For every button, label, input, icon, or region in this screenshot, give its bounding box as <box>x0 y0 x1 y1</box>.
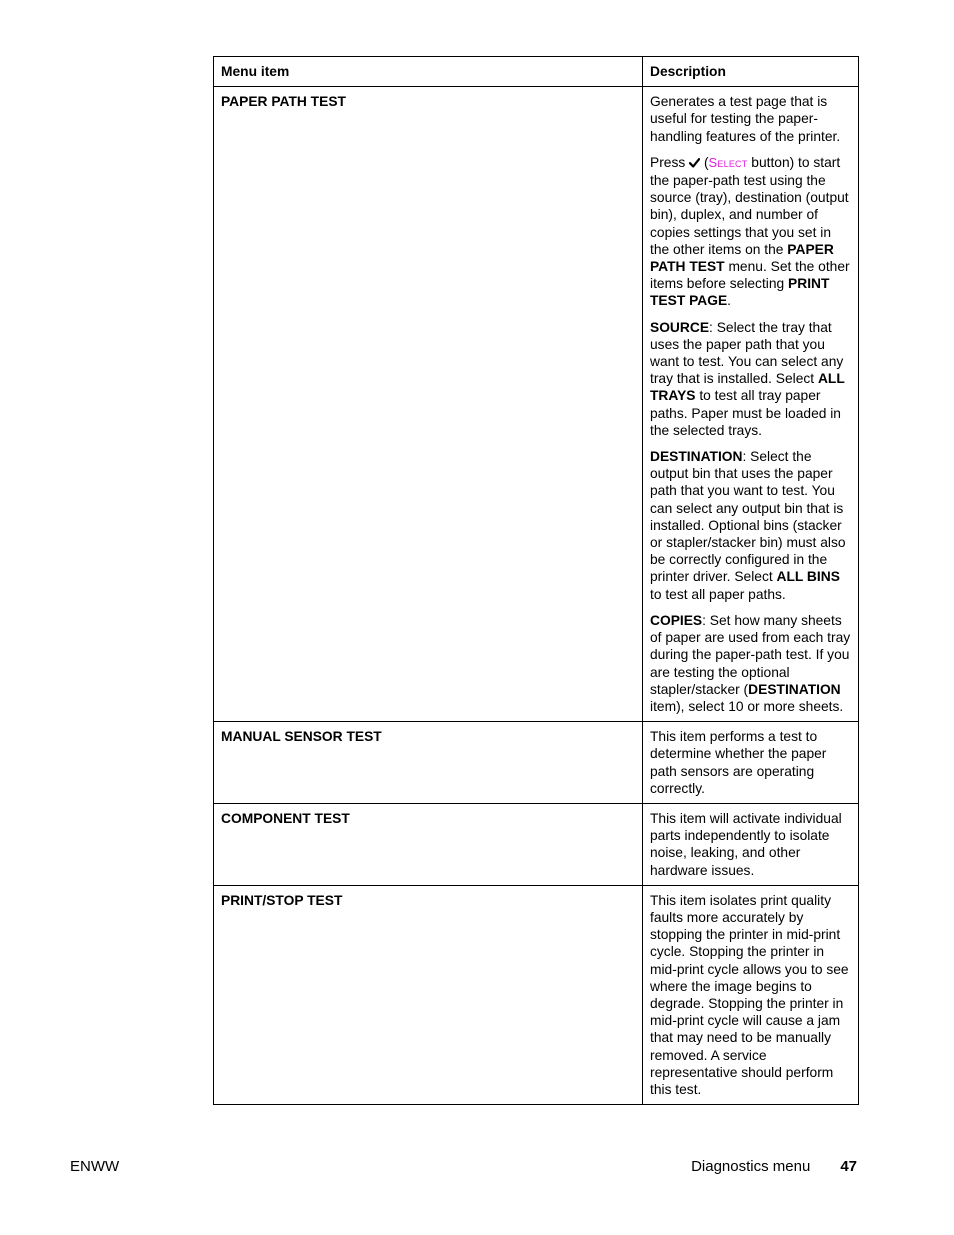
page-number: 47 <box>840 1158 857 1175</box>
menu-item-description: This item performs a test to determine whether the paper path sensors are operating correctly. <box>643 722 859 804</box>
diagnostics-menu-table <box>213 56 859 1105</box>
menu-item-description: This item isolates print quality faults more accurately by stopping the printer in mid-print cycle. Stopping the printer in mid-print cycle allows you to see where the image begins to degrade. Stopping the printer in mid-print cycle will cause a jam that may need to be manually removed. A service representative should perform this test. <box>643 885 859 1104</box>
description-paragraph: DESTINATION: Select the output bin that uses the paper path that you want to test. You can select any output bin that is installed. Optional bins (stacker or stapler/stacker bin) must also be correctly configured in the printer driver. Select ALL BINS to test all paper paths. <box>650 449 846 602</box>
footer-publication-code: ENWW <box>70 1158 120 1175</box>
menu-item-name: PRINT/STOP TEST <box>214 885 643 1104</box>
table-row <box>214 722 859 804</box>
footer-section-title: Diagnostics menu <box>691 1158 811 1175</box>
table-row <box>214 803 859 885</box>
menu-item-name: MANUAL SENSOR TEST <box>214 722 643 804</box>
description-paragraph: COPIES: Set how many sheets of paper are used from each tray during the paper-path test. If you are testing the optional stapler/stacker (DESTINATION item), select 10 or more sheets. <box>650 612 851 714</box>
select-button-label: Select <box>708 154 748 170</box>
menu-item-description: This item will activate individual parts independently to isolate noise, leaking, and other hardware issues. <box>643 803 859 885</box>
menu-item-name: COMPONENT TEST <box>214 803 643 885</box>
header-description: Description <box>643 57 859 87</box>
table-header-row <box>214 57 859 87</box>
table-row <box>214 885 859 1104</box>
description-paragraph: Press (Select button) to start the paper-path test using the source (tray), destination (output bin), duplex, and number of copies settings that you set in the other items on the PAPER PATH TEST menu. Set the other items before selecting PRINT TEST PAGE. <box>650 154 850 309</box>
description-paragraph: SOURCE: Select the tray that uses the paper path that you want to test. You can select any tray that is installed. Select ALL TRAYS to test all tray paper paths. Paper must be loaded in the selected trays. <box>650 319 845 438</box>
menu-item-name: PAPER PATH TEST <box>214 87 643 722</box>
description-paragraph: Generates a test page that is useful for testing the paper-handling features of the printer. <box>650 94 841 144</box>
table-row <box>214 87 859 722</box>
header-menu-item: Menu item <box>214 57 643 87</box>
checkmark-icon <box>689 155 700 172</box>
footer-page-info <box>691 1158 857 1176</box>
menu-item-description <box>643 87 859 722</box>
